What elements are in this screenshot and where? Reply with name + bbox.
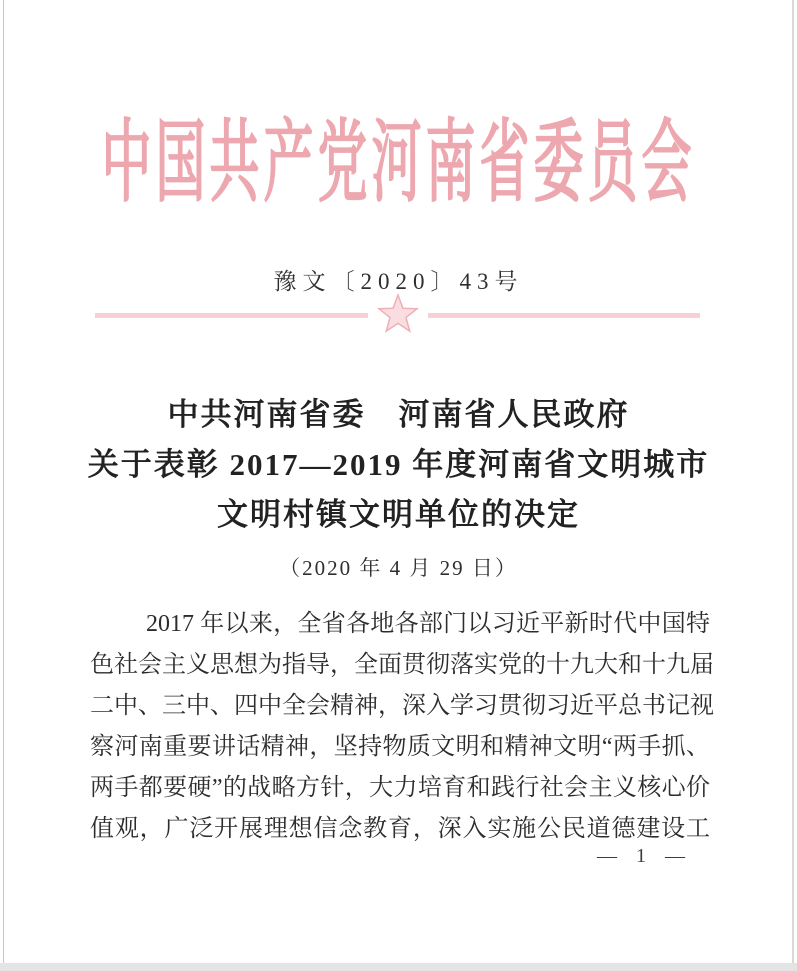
title-line-3: 文明村镇文明单位的决定 [217, 497, 580, 532]
document-date: （2020 年 4 月 29 日） [279, 556, 518, 580]
red-rule-left [95, 313, 368, 318]
body-line: 值观，广泛开展理想信念教育，深入实施公民道德建设工 [90, 816, 710, 842]
document-number: 豫文〔2020〕43号 [273, 269, 524, 294]
document-title [0, 390, 797, 540]
page-number: — 1 — [597, 845, 692, 867]
title-line-2: 关于表彰 2017—2019 年度河南省文明城市 [87, 447, 710, 482]
body-line: 2017 年以来，全省各地各部门以习近平新时代中国特 [146, 611, 710, 637]
body-line: 二中、三中、四中全会精神，深入学习贯彻习近平总书记视 [90, 693, 714, 719]
title-line-1: 中共河南省委 河南省人民政府 [167, 397, 630, 432]
body-line: 察河南重要讲话精神，坚持物质文明和精神文明“两手抓、 [90, 734, 710, 760]
red-rule-right [428, 313, 701, 318]
masthead-title: 中国共产党河南省委员会 [101, 111, 696, 213]
red-star-icon [376, 293, 420, 337]
body-paragraph [90, 604, 714, 850]
body-line: 两手都要硬”的战略方针，大力培育和践行社会主义核心价 [90, 775, 710, 801]
red-separator-rule [95, 293, 700, 337]
scan-edge-bottom [0, 963, 797, 971]
body-line: 色社会主义思想为指导，全面贯彻落实党的十九大和十九届 [90, 652, 714, 678]
